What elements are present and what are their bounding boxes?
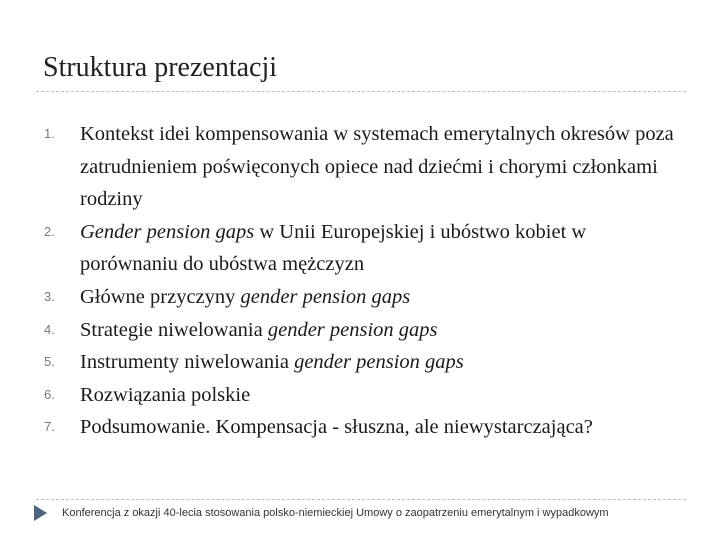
footer-text: Konferencja z okazji 40-lecia stosowania polsko-niemieckiej Umowy o zaopatrzeniu emerytalnym i wypadkowym — [62, 507, 609, 519]
agenda-item — [44, 346, 684, 379]
item-text — [80, 281, 684, 314]
item-text-segment: w Unii Europejskiej i ubóstwo kobiet w porównaniu do ubóstwa mężczyzn — [80, 220, 587, 276]
item-text-segment: Główne przyczyny — [80, 285, 241, 308]
item-text — [80, 379, 684, 412]
item-text — [80, 216, 684, 281]
item-text — [80, 411, 684, 444]
footer-divider — [36, 499, 686, 500]
item-text-emphasis: gender pension gaps — [267, 318, 438, 341]
item-number: 1. — [44, 126, 55, 141]
item-number: 6. — [44, 386, 55, 402]
item-text-segment: Strategie niwelowania — [80, 318, 268, 341]
item-number: 4. — [44, 321, 55, 337]
footer — [34, 505, 609, 521]
item-text-segment: Podsumowanie. Kompensacja - słuszna, ale niewystarczająca? — [80, 416, 593, 439]
agenda-item — [44, 118, 684, 216]
item-number: 2. — [44, 223, 55, 239]
item-text-emphasis: gender pension gaps — [240, 285, 411, 308]
play-arrow-icon — [34, 505, 47, 521]
agenda-list — [44, 118, 684, 444]
item-number: 7. — [44, 419, 55, 435]
item-number: 5. — [44, 354, 55, 370]
item-text — [80, 118, 684, 216]
agenda-item — [44, 379, 684, 412]
agenda-item — [44, 411, 684, 444]
agenda-item — [44, 314, 684, 347]
item-text-segment: Kontekst idei kompensowania w systemach emerytalnych okresów poza zatrudnieniem poświęconych opiece nad dziećmi i chorymi członkami rodziny — [80, 123, 674, 211]
item-text — [80, 314, 684, 347]
agenda-item — [44, 281, 684, 314]
item-text — [80, 346, 684, 379]
agenda-item — [44, 216, 684, 281]
item-text-segment: Instrumenty niwelowania — [80, 351, 295, 374]
title-divider — [36, 91, 686, 92]
item-text-segment: Rozwiązania polskie — [80, 383, 251, 406]
item-text-emphasis: gender pension gaps — [294, 351, 464, 374]
slide-title: Struktura prezentacji — [43, 52, 278, 83]
item-number: 3. — [44, 288, 55, 304]
item-text-emphasis: Gender pension gaps — [80, 220, 255, 243]
